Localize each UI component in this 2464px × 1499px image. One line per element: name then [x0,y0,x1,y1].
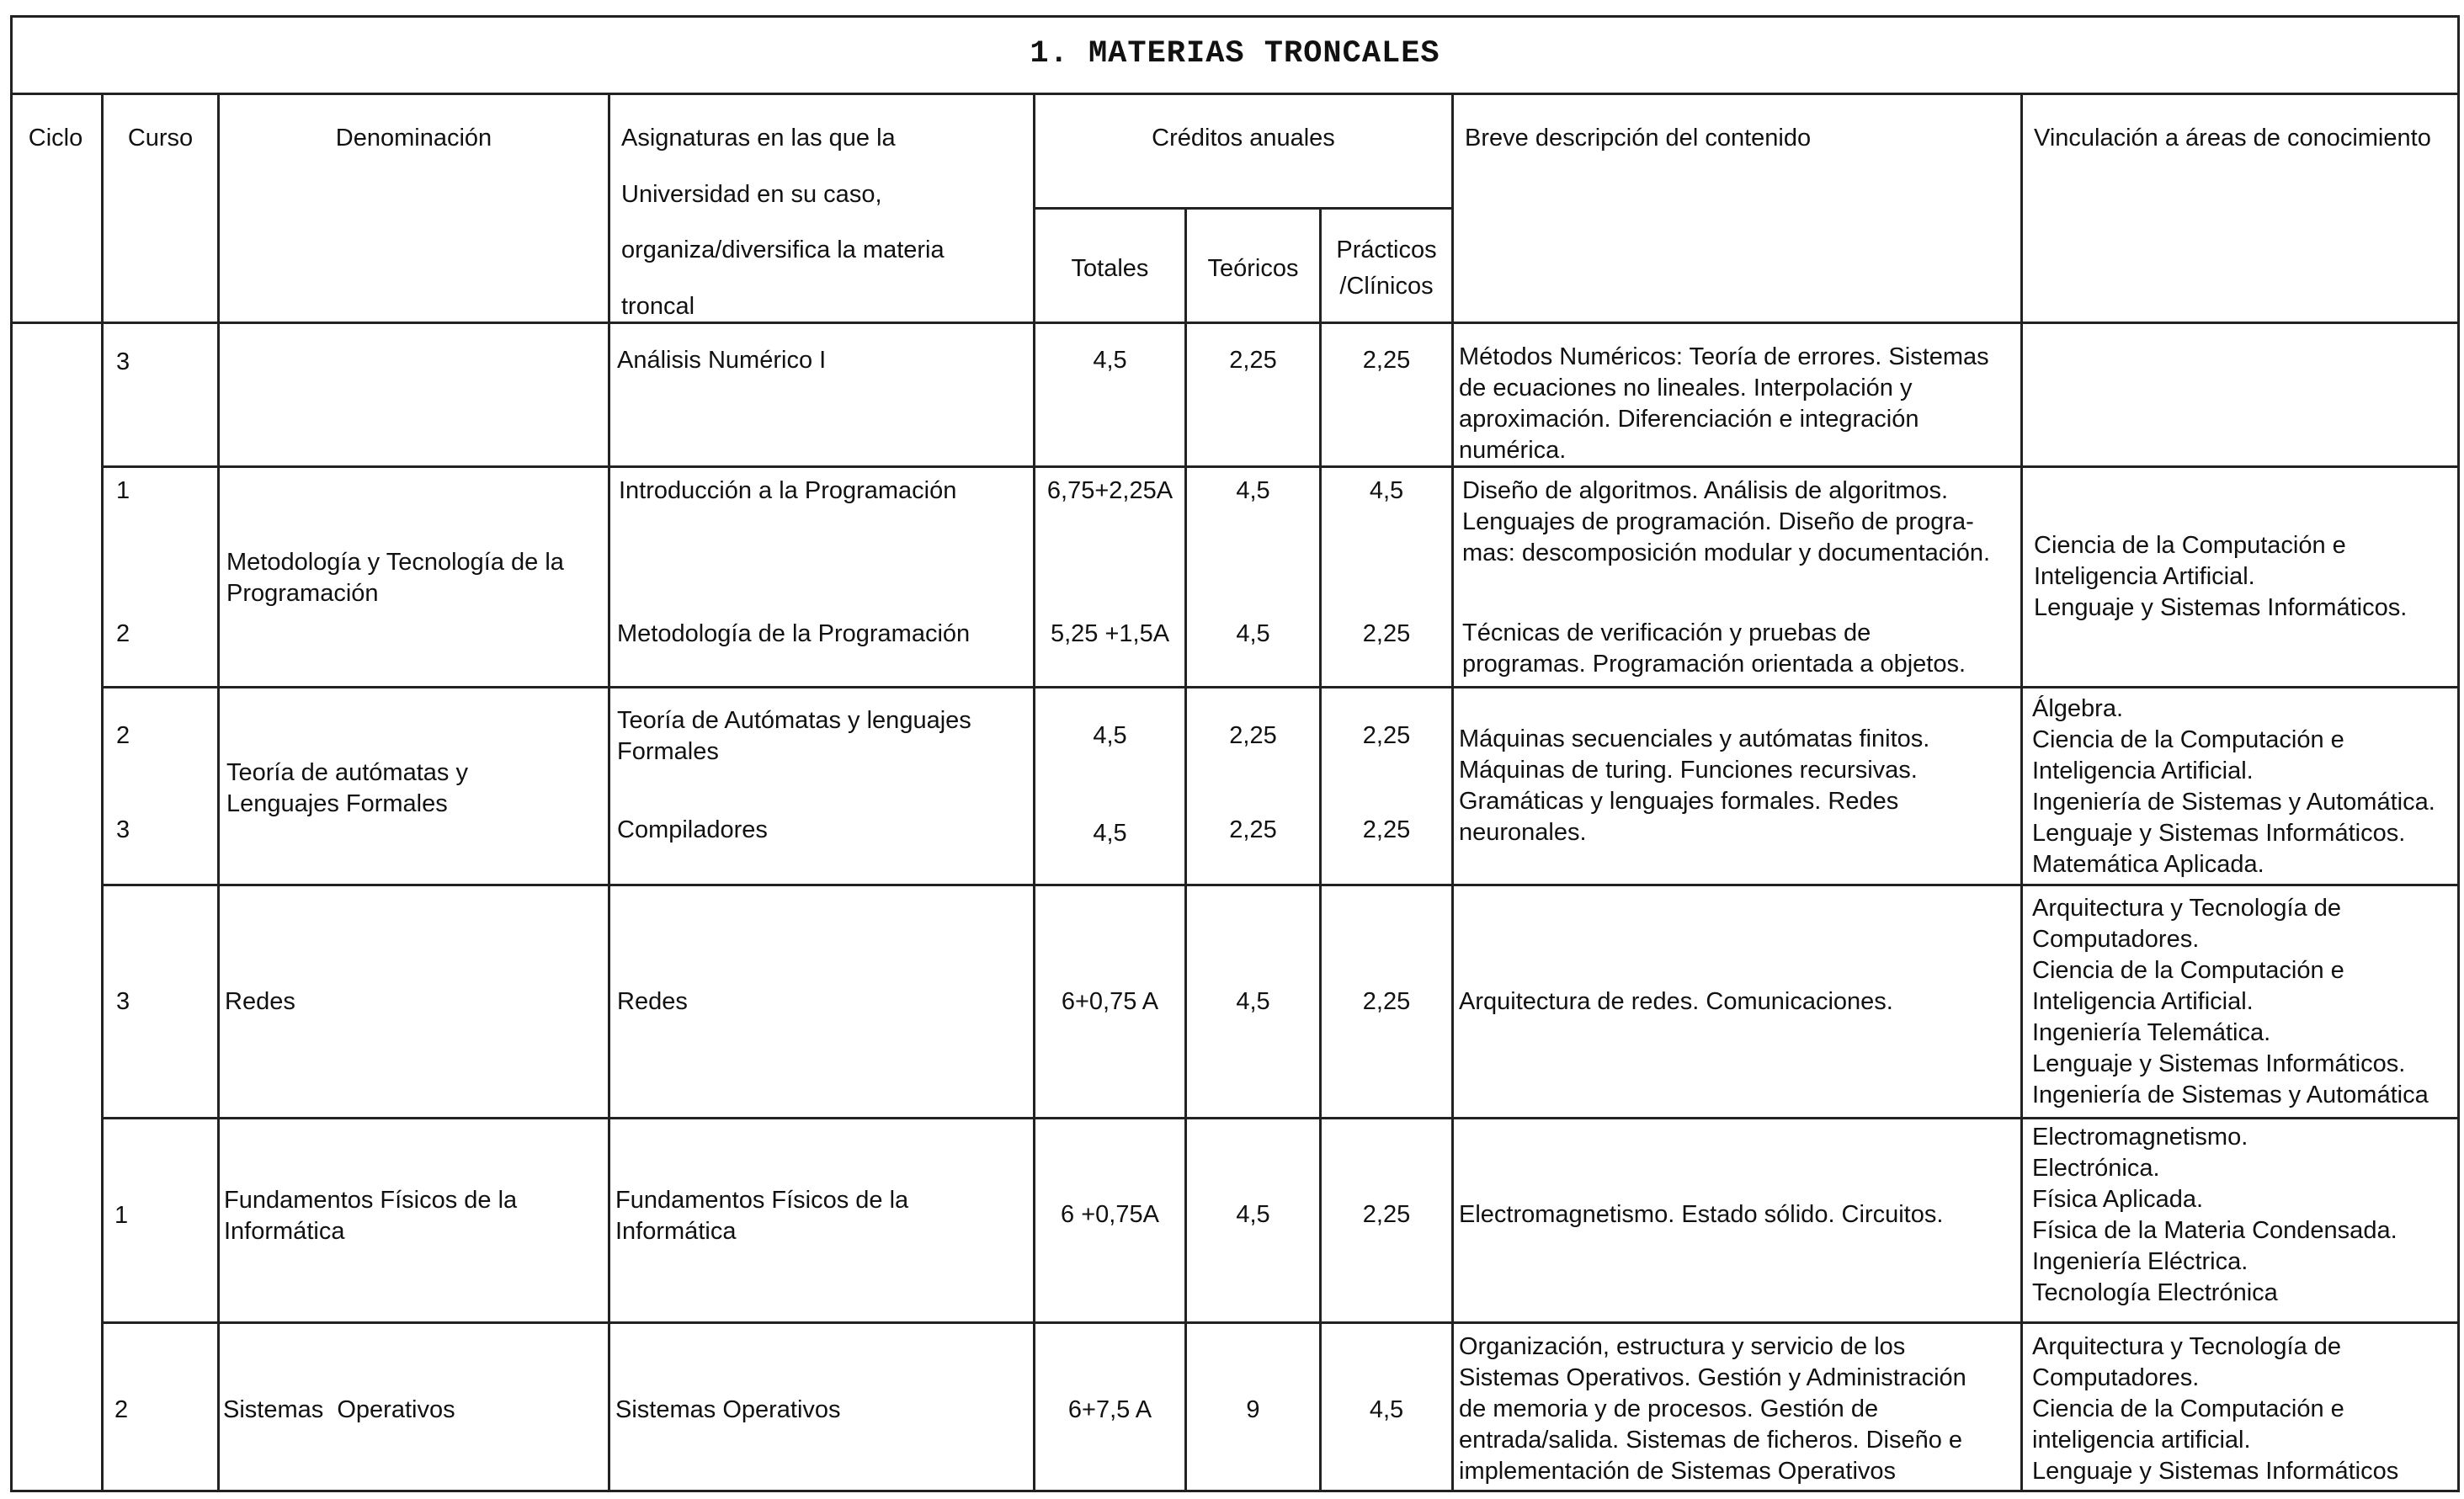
cell-vinculacion-line: Inteligencia Artificial. [2034,563,2255,590]
cell-vinculacion-line: Lenguaje y Sistemas Informáticos. [2032,820,2406,847]
col-line [1033,95,1035,1492]
cell-vinculacion-line: Matemática Aplicada. [2032,851,2264,878]
cell-descripcion-line: de memoria y de procesos. Gestión de [1459,1395,1879,1422]
cell-teoricos: 4,5 [1236,1201,1270,1228]
cell-totales: 4,5 [1093,722,1127,749]
cell-descripcion-line: Sistemas Operativos. Gestión y Administración [1459,1364,1966,1391]
cell-descripcion-line: aproximación. Diferenciación e integración [1459,406,1919,433]
creditos-divider [1033,207,1454,210]
cell-vinculacion-line: Física de la Materia Condensada. [2032,1217,2397,1244]
cell-practicos: 4,5 [1369,477,1404,504]
cell-descripcion-line: numérica. [1459,437,1567,464]
header-denominacion: Denominación [335,125,492,151]
cell-practicos: 2,25 [1362,816,1411,843]
cell-denominacion-line: Teoría de autómatas y [226,759,468,786]
cell-teoricos: 9 [1246,1396,1260,1423]
cell-descripcion-line: entrada/salida. Sistemas de ficheros. Diseño e [1459,1427,1963,1454]
cell-descripcion-line: Técnicas de verificación y pruebas de [1462,619,1871,646]
row-line [101,686,2460,688]
col-line [217,95,220,1492]
header-bottom-line [10,322,2460,324]
cell-vinculacion-line: Arquitectura y Tecnología de [2032,1333,2342,1360]
cell-descripcion-line: Máquinas de turing. Funciones recursivas. [1459,757,1918,784]
cell-vinculacion-line: Ciencia de la Computación e [2032,957,2344,984]
cell-vinculacion-line: Electrónica. [2032,1155,2160,1182]
col-line [608,95,610,1492]
cell-descripcion: Arquitectura de redes. Comunicaciones. [1459,988,1893,1015]
cell-vinculacion-line: Álgebra. [2032,695,2124,722]
header-practicos: Prácticos [1336,237,1437,263]
col-line [1451,95,1454,1492]
cell-practicos: 2,25 [1362,988,1411,1015]
cell-teoricos: 4,5 [1236,477,1270,504]
cell-totales: 6+0,75 A [1061,988,1159,1015]
cell-practicos: 2,25 [1362,620,1411,647]
cell-vinculacion-line: Ciencia de la Computación e [2032,1395,2344,1422]
cell-asignatura: Sistemas Operativos [615,1396,841,1423]
cell-totales: 4,5 [1093,820,1127,847]
cell-vinculacion-line: Física Aplicada. [2032,1186,2204,1213]
cell-asignatura: Introducción a la Programación [619,477,957,504]
col-line [2020,95,2023,1492]
col-line [1184,207,1187,1492]
header-descripcion: Breve descripción del contenido [1465,125,1812,151]
cell-denominacion: Redes [225,988,295,1015]
cell-asignatura-line: Formales [617,738,719,765]
cell-practicos: 2,25 [1362,1201,1411,1228]
cell-asignatura: Análisis Numérico I [617,347,827,374]
cell-vinculacion-line: Ingeniería de Sistemas y Automática [2032,1082,2429,1108]
cell-teoricos: 4,5 [1236,620,1270,647]
cell-vinculacion-line: Lenguaje y Sistemas Informáticos. [2034,594,2408,621]
cell-teoricos: 2,25 [1229,816,1277,843]
header-totales: Totales [1071,255,1149,282]
header-asignaturas-line: organiza/diversifica la materia [621,237,945,263]
col-line [101,95,104,1492]
cell-asignatura-line: Teoría de Autómatas y lenguajes [617,707,971,734]
header-ciclo: Ciclo [28,125,83,151]
cell-vinculacion-line: Computadores. [2032,926,2200,953]
cell-teoricos: 2,25 [1229,722,1277,749]
row-line [101,1321,2460,1324]
cell-asignatura-line: Fundamentos Físicos de la [615,1187,909,1214]
cell-totales: 6,75+2,25A [1046,477,1173,504]
cell-descripcion-line: Métodos Numéricos: Teoría de errores. Sistemas [1459,343,1989,370]
cell-totales: 5,25 +1,5A [1050,620,1170,647]
col-line [1319,207,1322,1492]
cell-descripcion-line: programas. Programación orientada a objetos. [1462,651,1966,678]
cell-curso: 3 [116,348,130,375]
cell-curso: 3 [116,816,130,843]
cell-denominacion-line: Informática [224,1218,345,1245]
header-asignaturas-line: Asignaturas en las que la [621,125,896,151]
cell-vinculacion-line: Inteligencia Artificial. [2032,757,2254,784]
cell-denominacion-line: Fundamentos Físicos de la [224,1187,518,1214]
cell-descripcion-line: implementación de Sistemas Operativos [1459,1458,1897,1485]
row-line [101,1117,2460,1119]
cell-descripcion-line: Lenguajes de programación. Diseño de progra- [1462,508,1974,535]
cell-vinculacion-line: Inteligencia Artificial. [2032,988,2254,1015]
cell-curso: 1 [114,1202,129,1229]
cell-vinculacion-line: Electromagnetismo. [2032,1124,2248,1151]
cell-vinculacion-line: Computadores. [2032,1364,2200,1391]
header-vinculacion: Vinculación a áreas de conocimiento [2034,125,2431,151]
cell-denominacion-line: Metodología y Tecnología de la [226,549,564,576]
header-asignaturas-line: troncal [621,293,695,320]
cell-vinculacion-line: Ingeniería de Sistemas y Automática. [2032,789,2435,816]
cell-curso: 3 [116,988,130,1015]
cell-vinculacion-line: Ciencia de la Computación e [2032,726,2344,753]
header-clinicos: /Clínicos [1339,273,1434,300]
header-creditos: Créditos anuales [1152,125,1335,151]
cell-vinculacion-line: Ingeniería Eléctrica. [2032,1248,2248,1275]
cell-practicos: 4,5 [1369,1396,1404,1423]
header-teoricos: Teóricos [1207,255,1299,282]
cell-denominacion: Sistemas Operativos [223,1396,455,1423]
table-title: 1. MATERIAS TRONCALES [10,15,2460,95]
row-line [101,884,2460,886]
cell-vinculacion-line: Arquitectura y Tecnología de [2032,895,2342,922]
header-asignaturas-line: Universidad en su caso, [621,181,882,208]
cell-denominacion-line: Programación [226,580,379,607]
cell-practicos: 2,25 [1362,722,1411,749]
cell-vinculacion-line: Ingeniería Telemática. [2032,1019,2271,1046]
cell-vinculacion-line: Ciencia de la Computación e [2034,532,2346,559]
cell-asignatura: Metodología de la Programación [617,620,971,647]
cell-vinculacion-line: Tecnología Electrónica [2032,1279,2278,1306]
cell-descripcion-line: Organización, estructura y servicio de los [1459,1333,1906,1360]
cell-descripcion-line: Diseño de algoritmos. Análisis de algoritmos. [1462,477,1949,504]
cell-curso: 2 [114,1396,129,1423]
row-line [101,465,2460,468]
cell-totales: 4,5 [1093,347,1127,374]
cell-asignatura: Compiladores [617,816,768,843]
cell-practicos: 2,25 [1362,347,1411,374]
cell-asignatura-line: Informática [615,1218,737,1245]
cell-asignatura: Redes [617,988,688,1015]
cell-descripcion-line: de ecuaciones no lineales. Interpolación y [1459,375,1913,401]
cell-vinculacion-line: inteligencia artificial. [2032,1427,2251,1454]
cell-totales: 6 +0,75A [1061,1201,1159,1228]
cell-curso: 1 [116,477,130,504]
cell-teoricos: 4,5 [1236,988,1270,1015]
cell-descripcion-line: Máquinas secuenciales y autómatas finitos. [1459,726,1930,752]
cell-descripcion-line: Gramáticas y lenguajes formales. Redes [1459,788,1899,815]
cell-descripcion-line: mas: descomposición modular y documentación. [1462,540,1991,566]
cell-vinculacion-line: Lenguaje y Sistemas Informáticos. [2032,1050,2406,1077]
cell-teoricos: 2,25 [1229,347,1277,374]
cell-curso: 2 [116,620,130,647]
header-curso: Curso [127,125,194,151]
cell-curso: 2 [116,722,130,749]
cell-totales: 6+7,5 A [1067,1396,1152,1423]
cell-denominacion-line: Lenguajes Formales [226,790,448,817]
cell-descripcion: Electromagnetismo. Estado sólido. Circuitos. [1459,1201,1944,1228]
cell-vinculacion-line: Lenguaje y Sistemas Informáticos [2032,1458,2399,1485]
cell-descripcion-line: neuronales. [1459,819,1587,846]
